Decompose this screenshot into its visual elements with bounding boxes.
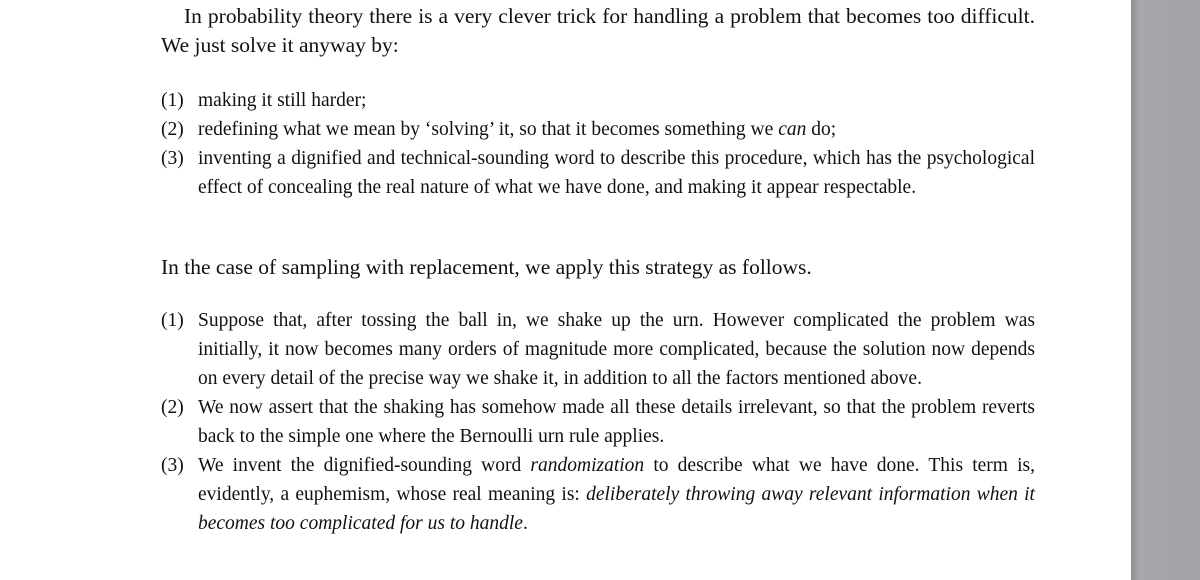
list-item-text: [198, 115, 1035, 144]
list-item-text: [198, 451, 1035, 538]
list-number: (2): [161, 397, 184, 418]
text-segment: to describe what we have done. This term is, evidently, a euphemism, whose real meaning is:: [198, 455, 1036, 505]
text-segment: do;: [806, 119, 837, 140]
emphasis-text: can: [778, 119, 807, 140]
list-item: [161, 86, 1035, 115]
list-number: (3): [161, 455, 184, 476]
intro-paragraph: In probability theory there is a very clever trick for handling a problem that becomes too difficult. We just solve it anyway by:: [161, 4, 1035, 57]
text-segment: We invent the dignified-sounding word: [198, 455, 531, 476]
list-item-text: inventing a dignified and technical-sounding word to describe this procedure, which has the psychological effect of concealing the real nature of what we have done, and making it appear respectable.: [198, 148, 1035, 198]
emphasis-text: deliberately throwing away relevant information when it becomes too complicated for us to handle: [198, 484, 1035, 534]
list-item: [161, 306, 1035, 393]
emphasis-text: randomization: [530, 455, 645, 476]
intro-paragraph-block: [161, 2, 1035, 60]
list-item: [161, 115, 1035, 144]
strategy-list: [161, 86, 1035, 202]
text-segment: .: [522, 513, 528, 534]
viewer-gutter: [1131, 0, 1200, 580]
list-number: (1): [161, 90, 184, 111]
list-number: (2): [161, 119, 184, 140]
application-list: [161, 306, 1035, 538]
list-item: [161, 393, 1035, 451]
list-item: [161, 451, 1035, 538]
text-segment: redefining what we mean by ‘solving’ it, so that it becomes something we: [198, 119, 779, 140]
list-number: (3): [161, 148, 184, 169]
list-item-text: We now assert that the shaking has somehow made all these details irrelevant, so that the problem reverts back to the simple one where the Bernoulli urn rule applies.: [198, 397, 1035, 447]
list-number: (1): [161, 310, 184, 331]
list-item-text: making it still harder;: [198, 90, 367, 111]
list-item: [161, 144, 1035, 202]
middle-paragraph-block: [161, 253, 1035, 282]
list-item-text: Suppose that, after tossing the ball in, we shake up the urn. However complicated the problem was initially, it now becomes many orders of magnitude more complicated, because the solution now depends on every detail of the precise way we shake it, in addition to all the factors mentioned above.: [198, 310, 1035, 389]
middle-paragraph: In the case of sampling with replacement, we apply this strategy as follows.: [161, 255, 812, 279]
